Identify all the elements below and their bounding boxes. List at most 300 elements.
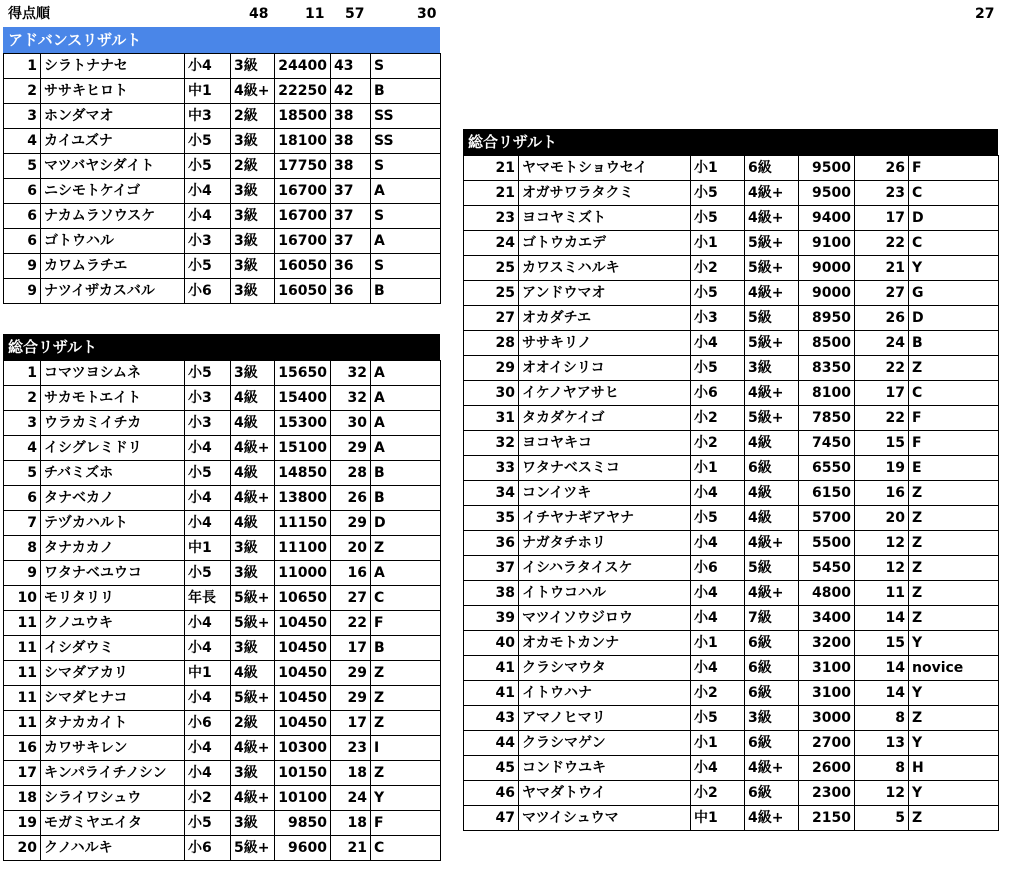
rank-cell: 27 (464, 306, 519, 331)
name-cell: ワタナベスミコ (519, 456, 691, 481)
grade-cell: 小4 (185, 761, 231, 786)
level-cell: 2級 (231, 711, 275, 736)
table-row (464, 806, 999, 831)
rank-cell: 2 (4, 386, 41, 411)
class-cell: Z (909, 581, 999, 606)
grade-cell: 小5 (185, 154, 231, 179)
table-row (4, 661, 441, 686)
overall-left-table (3, 360, 441, 861)
score-cell: 8950 (799, 306, 855, 331)
class-cell: A (371, 561, 441, 586)
score-cell: 10450 (275, 711, 331, 736)
level-cell: 3級 (231, 129, 275, 154)
score-cell: 15300 (275, 411, 331, 436)
count-cell: 16 (331, 561, 371, 586)
count-cell: 37 (331, 179, 371, 204)
level-cell: 5級+ (231, 611, 275, 636)
name-cell: チバミズホ (41, 461, 185, 486)
level-cell: 5級+ (745, 331, 799, 356)
level-cell: 4級+ (231, 79, 275, 104)
level-cell: 3級 (231, 229, 275, 254)
score-cell: 16050 (275, 254, 331, 279)
level-cell: 2級 (231, 154, 275, 179)
score-cell: 9500 (799, 156, 855, 181)
table-row (464, 556, 999, 581)
count-cell: 22 (331, 611, 371, 636)
class-cell: Z (371, 761, 441, 786)
class-cell: Z (371, 686, 441, 711)
grade-cell: 小4 (185, 486, 231, 511)
class-cell: Z (371, 536, 441, 561)
grade-cell: 中1 (185, 79, 231, 104)
grade-cell: 小1 (691, 631, 745, 656)
class-cell: B (371, 279, 441, 304)
name-cell: ササキヒロト (41, 79, 185, 104)
score-cell: 10450 (275, 661, 331, 686)
level-cell: 2級 (231, 104, 275, 129)
rank-cell: 11 (4, 611, 41, 636)
score-cell: 5700 (799, 506, 855, 531)
name-cell: マツバヤシダイト (41, 154, 185, 179)
name-cell: イシダウミ (41, 636, 185, 661)
count-cell: 15 (855, 431, 909, 456)
level-cell: 5級+ (745, 231, 799, 256)
grade-cell: 小4 (185, 686, 231, 711)
level-cell: 3級 (745, 706, 799, 731)
table-row (464, 181, 999, 206)
score-cell: 3200 (799, 631, 855, 656)
count-cell: 26 (331, 486, 371, 511)
count-cell: 37 (331, 204, 371, 229)
score-cell: 11000 (275, 561, 331, 586)
count-cell: 32 (331, 361, 371, 386)
grade-cell: 小1 (691, 456, 745, 481)
score-cell: 2300 (799, 781, 855, 806)
rank-cell: 46 (464, 781, 519, 806)
grade-cell: 小3 (185, 411, 231, 436)
class-cell: A (371, 411, 441, 436)
rank-cell: 28 (464, 331, 519, 356)
score-cell: 9600 (275, 836, 331, 861)
name-cell: カワサキレン (41, 736, 185, 761)
rank-cell: 21 (464, 156, 519, 181)
table-row (4, 361, 441, 386)
grade-cell: 小4 (185, 736, 231, 761)
table-row (4, 611, 441, 636)
grade-cell: 小3 (691, 306, 745, 331)
class-cell: Y (371, 786, 441, 811)
name-cell: イチヤナギアヤナ (519, 506, 691, 531)
grade-cell: 中3 (185, 104, 231, 129)
table-row (464, 156, 999, 181)
level-cell: 6級 (745, 656, 799, 681)
name-cell: シマダアカリ (41, 661, 185, 686)
score-cell: 17750 (275, 154, 331, 179)
rank-cell: 36 (464, 531, 519, 556)
name-cell: オカダチエ (519, 306, 691, 331)
name-cell: クラシマゲン (519, 731, 691, 756)
table-row (464, 656, 999, 681)
rank-cell: 16 (4, 736, 41, 761)
score-cell: 7850 (799, 406, 855, 431)
count-cell: 17 (331, 636, 371, 661)
grade-cell: 小4 (185, 611, 231, 636)
table-row (464, 406, 999, 431)
level-cell: 4級+ (745, 531, 799, 556)
count-cell: 38 (331, 154, 371, 179)
level-cell: 4級+ (745, 381, 799, 406)
count-cell: 28 (331, 461, 371, 486)
grade-cell: 小6 (691, 556, 745, 581)
name-cell: ナカムラソウスケ (41, 204, 185, 229)
rank-cell: 29 (464, 356, 519, 381)
score-cell: 10100 (275, 786, 331, 811)
table-row (4, 836, 441, 861)
rank-cell: 18 (4, 786, 41, 811)
class-cell: S (371, 54, 441, 79)
grade-cell: 小2 (691, 431, 745, 456)
rank-cell: 4 (4, 436, 41, 461)
name-cell: コンドウユキ (519, 756, 691, 781)
top-number-4: 30 (417, 6, 437, 22)
grade-cell: 中1 (185, 536, 231, 561)
name-cell: ヨコヤミズト (519, 206, 691, 231)
table-row (4, 179, 441, 204)
grade-cell: 年長 (185, 586, 231, 611)
grade-cell: 小5 (185, 811, 231, 836)
grade-cell: 小4 (691, 656, 745, 681)
name-cell: カワムラチエ (41, 254, 185, 279)
count-cell: 38 (331, 104, 371, 129)
table-row (4, 636, 441, 661)
rank-cell: 45 (464, 756, 519, 781)
score-cell: 2600 (799, 756, 855, 781)
table-row (464, 456, 999, 481)
rank-cell: 33 (464, 456, 519, 481)
level-cell: 3級 (231, 361, 275, 386)
level-cell: 3級 (231, 254, 275, 279)
table-row (464, 531, 999, 556)
name-cell: シマダヒナコ (41, 686, 185, 711)
level-cell: 4級 (745, 431, 799, 456)
class-cell: Z (909, 706, 999, 731)
name-cell: タナベカノ (41, 486, 185, 511)
count-cell: 29 (331, 511, 371, 536)
score-cell: 9850 (275, 811, 331, 836)
grade-cell: 小5 (691, 356, 745, 381)
class-cell: C (909, 181, 999, 206)
name-cell: タナカカノ (41, 536, 185, 561)
count-cell: 32 (331, 386, 371, 411)
table-row (464, 781, 999, 806)
rank-cell: 17 (4, 761, 41, 786)
class-cell: Z (909, 481, 999, 506)
score-cell: 2700 (799, 731, 855, 756)
level-cell: 4級 (231, 511, 275, 536)
count-cell: 27 (855, 281, 909, 306)
rank-cell: 21 (464, 181, 519, 206)
rank-cell: 25 (464, 281, 519, 306)
class-cell: Z (909, 556, 999, 581)
class-cell: H (909, 756, 999, 781)
grade-cell: 小4 (691, 606, 745, 631)
score-cell: 24400 (275, 54, 331, 79)
count-cell: 18 (331, 761, 371, 786)
grade-cell: 小4 (691, 481, 745, 506)
name-cell: タカダケイゴ (519, 406, 691, 431)
level-cell: 6級 (745, 156, 799, 181)
table-row (4, 511, 441, 536)
grade-cell: 小5 (185, 461, 231, 486)
grade-cell: 小4 (185, 636, 231, 661)
name-cell: ヨコヤキコ (519, 431, 691, 456)
count-cell: 12 (855, 531, 909, 556)
grade-cell: 小5 (185, 129, 231, 154)
count-cell: 21 (331, 836, 371, 861)
count-cell: 17 (855, 381, 909, 406)
level-cell: 3級 (745, 356, 799, 381)
count-cell: 17 (855, 206, 909, 231)
grade-cell: 小1 (691, 731, 745, 756)
grade-cell: 小4 (691, 756, 745, 781)
rank-cell: 9 (4, 279, 41, 304)
rank-cell: 11 (4, 636, 41, 661)
score-cell: 13800 (275, 486, 331, 511)
count-cell: 5 (855, 806, 909, 831)
class-cell: A (371, 386, 441, 411)
rank-cell: 23 (464, 206, 519, 231)
class-cell: A (371, 361, 441, 386)
name-cell: サカモトエイト (41, 386, 185, 411)
table-row (4, 811, 441, 836)
grade-cell: 小4 (185, 204, 231, 229)
rank-cell: 8 (4, 536, 41, 561)
score-cell: 9500 (799, 181, 855, 206)
table-row (4, 279, 441, 304)
grade-cell: 小5 (185, 561, 231, 586)
count-cell: 12 (855, 781, 909, 806)
level-cell: 4級+ (745, 581, 799, 606)
class-cell: Y (909, 731, 999, 756)
name-cell: ササキリノ (519, 331, 691, 356)
table-row (464, 631, 999, 656)
name-cell: オカモトカンナ (519, 631, 691, 656)
table-row (4, 386, 441, 411)
count-cell: 24 (331, 786, 371, 811)
class-cell: Z (909, 356, 999, 381)
name-cell: ワタナベユウコ (41, 561, 185, 586)
level-cell: 4級+ (745, 206, 799, 231)
table-row (4, 436, 441, 461)
score-cell: 11100 (275, 536, 331, 561)
score-cell: 9000 (799, 281, 855, 306)
class-cell: E (909, 456, 999, 481)
rank-cell: 5 (4, 154, 41, 179)
rank-cell: 44 (464, 731, 519, 756)
table-row (4, 229, 441, 254)
score-cell: 10650 (275, 586, 331, 611)
sheet-title: 得点順 (8, 6, 50, 22)
count-cell: 19 (855, 456, 909, 481)
grade-cell: 小2 (691, 681, 745, 706)
level-cell: 4級 (231, 461, 275, 486)
rank-cell: 34 (464, 481, 519, 506)
class-cell: F (371, 811, 441, 836)
score-cell: 16050 (275, 279, 331, 304)
rank-cell: 30 (464, 381, 519, 406)
class-cell: B (371, 486, 441, 511)
table-row (464, 581, 999, 606)
class-cell: D (909, 206, 999, 231)
table-row (4, 561, 441, 586)
top-number-5: 27 (975, 6, 995, 22)
grade-cell: 小5 (691, 281, 745, 306)
grade-cell: 小5 (691, 706, 745, 731)
level-cell: 6級 (745, 456, 799, 481)
table-row (464, 681, 999, 706)
class-cell: SS (371, 104, 441, 129)
score-cell: 3100 (799, 656, 855, 681)
level-cell: 4級+ (745, 181, 799, 206)
table-row (4, 154, 441, 179)
class-cell: Z (909, 806, 999, 831)
rank-cell: 39 (464, 606, 519, 631)
rank-cell: 9 (4, 561, 41, 586)
grade-cell: 小2 (691, 406, 745, 431)
table-row (464, 231, 999, 256)
name-cell: コマツヨシムネ (41, 361, 185, 386)
count-cell: 14 (855, 656, 909, 681)
name-cell: アンドウマオ (519, 281, 691, 306)
class-cell: Z (371, 711, 441, 736)
score-cell: 18500 (275, 104, 331, 129)
level-cell: 5級+ (745, 256, 799, 281)
score-cell: 14850 (275, 461, 331, 486)
level-cell: 4級+ (231, 736, 275, 761)
score-cell: 5450 (799, 556, 855, 581)
score-cell: 15650 (275, 361, 331, 386)
score-cell: 9400 (799, 206, 855, 231)
level-cell: 6級 (745, 731, 799, 756)
score-cell: 3100 (799, 681, 855, 706)
score-cell: 6550 (799, 456, 855, 481)
rank-cell: 24 (464, 231, 519, 256)
table-row (4, 54, 441, 79)
grade-cell: 小1 (691, 231, 745, 256)
name-cell: マツイソウジロウ (519, 606, 691, 631)
score-cell: 8500 (799, 331, 855, 356)
class-cell: C (371, 836, 441, 861)
count-cell: 8 (855, 706, 909, 731)
grade-cell: 小6 (185, 711, 231, 736)
table-row (4, 104, 441, 129)
count-cell: 29 (331, 686, 371, 711)
name-cell: イケノヤアサヒ (519, 381, 691, 406)
rank-cell: 3 (4, 411, 41, 436)
name-cell: コンイツキ (519, 481, 691, 506)
class-cell: B (371, 461, 441, 486)
score-cell: 3000 (799, 706, 855, 731)
table-row (4, 711, 441, 736)
count-cell: 11 (855, 581, 909, 606)
rank-cell: 7 (4, 511, 41, 536)
level-cell: 3級 (231, 54, 275, 79)
count-cell: 43 (331, 54, 371, 79)
level-cell: 4級 (231, 386, 275, 411)
name-cell: オオイシリコ (519, 356, 691, 381)
class-cell: F (371, 611, 441, 636)
table-row (464, 731, 999, 756)
name-cell: テヅカハルト (41, 511, 185, 536)
class-cell: B (909, 331, 999, 356)
name-cell: ゴトウハル (41, 229, 185, 254)
count-cell: 21 (855, 256, 909, 281)
grade-cell: 小5 (185, 254, 231, 279)
name-cell: ホンダマオ (41, 104, 185, 129)
score-cell: 8350 (799, 356, 855, 381)
table-row (4, 411, 441, 436)
class-cell: Z (371, 661, 441, 686)
name-cell: ヤマモトショウセイ (519, 156, 691, 181)
level-cell: 6級 (745, 631, 799, 656)
score-cell: 10450 (275, 686, 331, 711)
count-cell: 14 (855, 606, 909, 631)
class-cell: I (371, 736, 441, 761)
score-cell: 10300 (275, 736, 331, 761)
count-cell: 12 (855, 556, 909, 581)
score-cell: 2150 (799, 806, 855, 831)
grade-cell: 小2 (691, 256, 745, 281)
count-cell: 27 (331, 586, 371, 611)
table-row (4, 129, 441, 154)
table-row (464, 356, 999, 381)
level-cell: 6級 (745, 681, 799, 706)
rank-cell: 11 (4, 661, 41, 686)
count-cell: 29 (331, 661, 371, 686)
name-cell: シライワシュウ (41, 786, 185, 811)
level-cell: 5級+ (231, 836, 275, 861)
level-cell: 3級 (231, 761, 275, 786)
rank-cell: 5 (4, 461, 41, 486)
table-row (464, 481, 999, 506)
count-cell: 17 (331, 711, 371, 736)
count-cell: 8 (855, 756, 909, 781)
grade-cell: 小5 (185, 361, 231, 386)
name-cell: カイユズナ (41, 129, 185, 154)
grade-cell: 中1 (691, 806, 745, 831)
overall-left-header: 総合リザルト (3, 334, 440, 360)
rank-cell: 6 (4, 179, 41, 204)
name-cell: ヤマダトウイ (519, 781, 691, 806)
class-cell: C (909, 231, 999, 256)
count-cell: 16 (855, 481, 909, 506)
class-cell: Y (909, 781, 999, 806)
class-cell: Z (909, 506, 999, 531)
grade-cell: 小3 (185, 386, 231, 411)
count-cell: 37 (331, 229, 371, 254)
class-cell: S (371, 154, 441, 179)
level-cell: 6級 (745, 781, 799, 806)
name-cell: クノユウキ (41, 611, 185, 636)
score-cell: 22250 (275, 79, 331, 104)
name-cell: ゴトウカエデ (519, 231, 691, 256)
class-cell: A (371, 436, 441, 461)
count-cell: 22 (855, 356, 909, 381)
grade-cell: 中1 (185, 661, 231, 686)
class-cell: Z (909, 531, 999, 556)
rank-cell: 38 (464, 581, 519, 606)
count-cell: 36 (331, 254, 371, 279)
